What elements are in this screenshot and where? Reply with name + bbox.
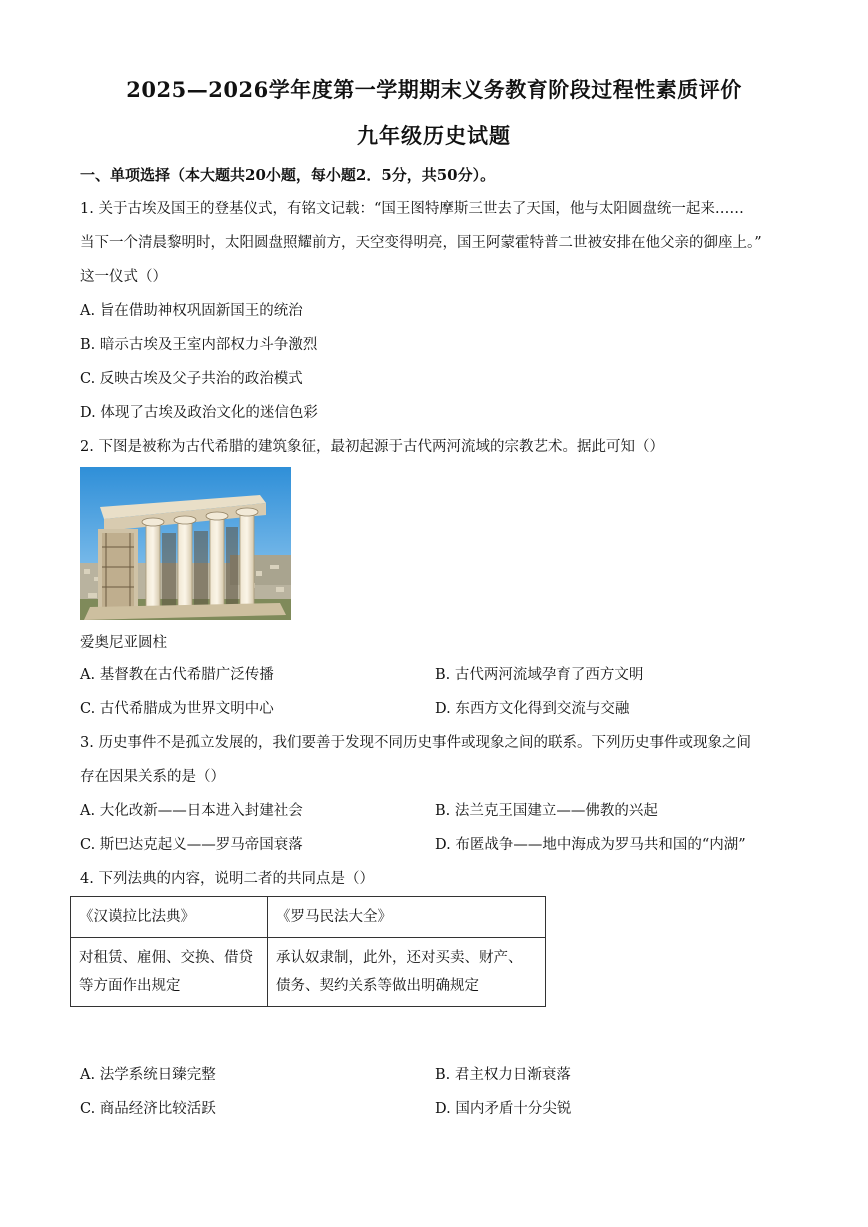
q1-option-b: B. 暗示古埃及王室内部权力斗争激烈: [80, 337, 318, 353]
q2-option-a: A. 基督教在古代希腊广泛传播: [80, 667, 274, 683]
table-cell-hammurabi: [71, 938, 268, 1007]
q4-option-a: A. 法学系统日臻完整: [80, 1067, 216, 1083]
exam-title: 2025—2026学年度第一学期期末义务教育阶段过程性素质评价: [126, 77, 742, 102]
q2-option-c: C. 古代希腊成为世界文明中心: [80, 701, 274, 717]
table-header-corpus-juris: 《罗马民法大全》: [268, 897, 546, 938]
q1-option-c: C. 反映古埃及父子共治的政治模式: [80, 371, 303, 387]
q4-option-b: B. 君主权力日渐衰落: [435, 1067, 571, 1083]
table-header-row: [71, 897, 546, 938]
q1-stem-line3: 这一仪式（）: [80, 269, 167, 285]
section-heading: 一、单项选择（本大题共20小题，每小题2．5分，共50分）。: [80, 166, 496, 184]
q4-option-c: C. 商品经济比较活跃: [80, 1101, 216, 1117]
q4-option-d: D. 国内矛盾十分尖锐: [435, 1101, 572, 1117]
cell-text-line: 等方面作出规定: [79, 978, 181, 994]
q3-stem-line1: 3. 历史事件不是孤立发展的，我们要善于发现不同历史事件或现象之间的联系。下列历史事件或现象之间: [80, 735, 751, 751]
q3-option-a: A. 大化改新——日本进入封建社会: [80, 803, 303, 819]
cell-text-line: 承认奴隶制，此外，还对买卖、财产、: [276, 950, 523, 966]
cell-text-line: 对租赁、雇佣、交换、借贷: [79, 950, 253, 966]
exam-subtitle: 九年级历史试题: [357, 123, 511, 148]
table-cell-corpus-juris: [268, 938, 546, 1007]
q2-stem: 2. 下图是被称为古代希腊的建筑象征，最初起源于古代两河流域的宗教艺术。据此可知（）: [80, 439, 664, 455]
q3-option-d: D. 布匿战争——地中海成为罗马共和国的“内湖”: [435, 837, 746, 853]
q1-option-a: A. 旨在借助神权巩固新国王的统治: [80, 303, 303, 319]
table-header-hammurabi: 《汉谟拉比法典》: [71, 897, 268, 938]
table-row: [71, 938, 546, 1007]
q4-stem: 4. 下列法典的内容，说明二者的共同点是（）: [80, 871, 374, 887]
photo-caption: 爱奥尼亚圆柱: [80, 635, 167, 651]
q2-option-d: D. 东西方文化得到交流与交融: [435, 701, 630, 717]
law-comparison-table: [70, 896, 546, 1007]
cell-text-line: 债务、契约关系等做出明确规定: [276, 978, 479, 994]
q1-option-d: D. 体现了古埃及政治文化的迷信色彩: [80, 405, 318, 421]
q3-stem-line2: 存在因果关系的是（）: [80, 769, 225, 785]
q3-option-c: C. 斯巴达克起义——罗马帝国衰落: [80, 837, 303, 853]
ionic-column-photo: [80, 467, 291, 620]
q3-option-b: B. 法兰克王国建立——佛教的兴起: [435, 803, 658, 819]
q2-option-b: B. 古代两河流域孕育了西方文明: [435, 667, 644, 683]
q1-stem-line1: 1. 关于古埃及国王的登基仪式，有铭文记载：“国王图特摩斯三世去了天国，他与太阳圆盘统一起来……: [80, 201, 744, 217]
q1-stem-line2: 当下一个清晨黎明时，太阳圆盘照耀前方，天空变得明亮，国王阿蒙霍特普二世被安排在他父亲的御座上。”: [80, 235, 762, 251]
